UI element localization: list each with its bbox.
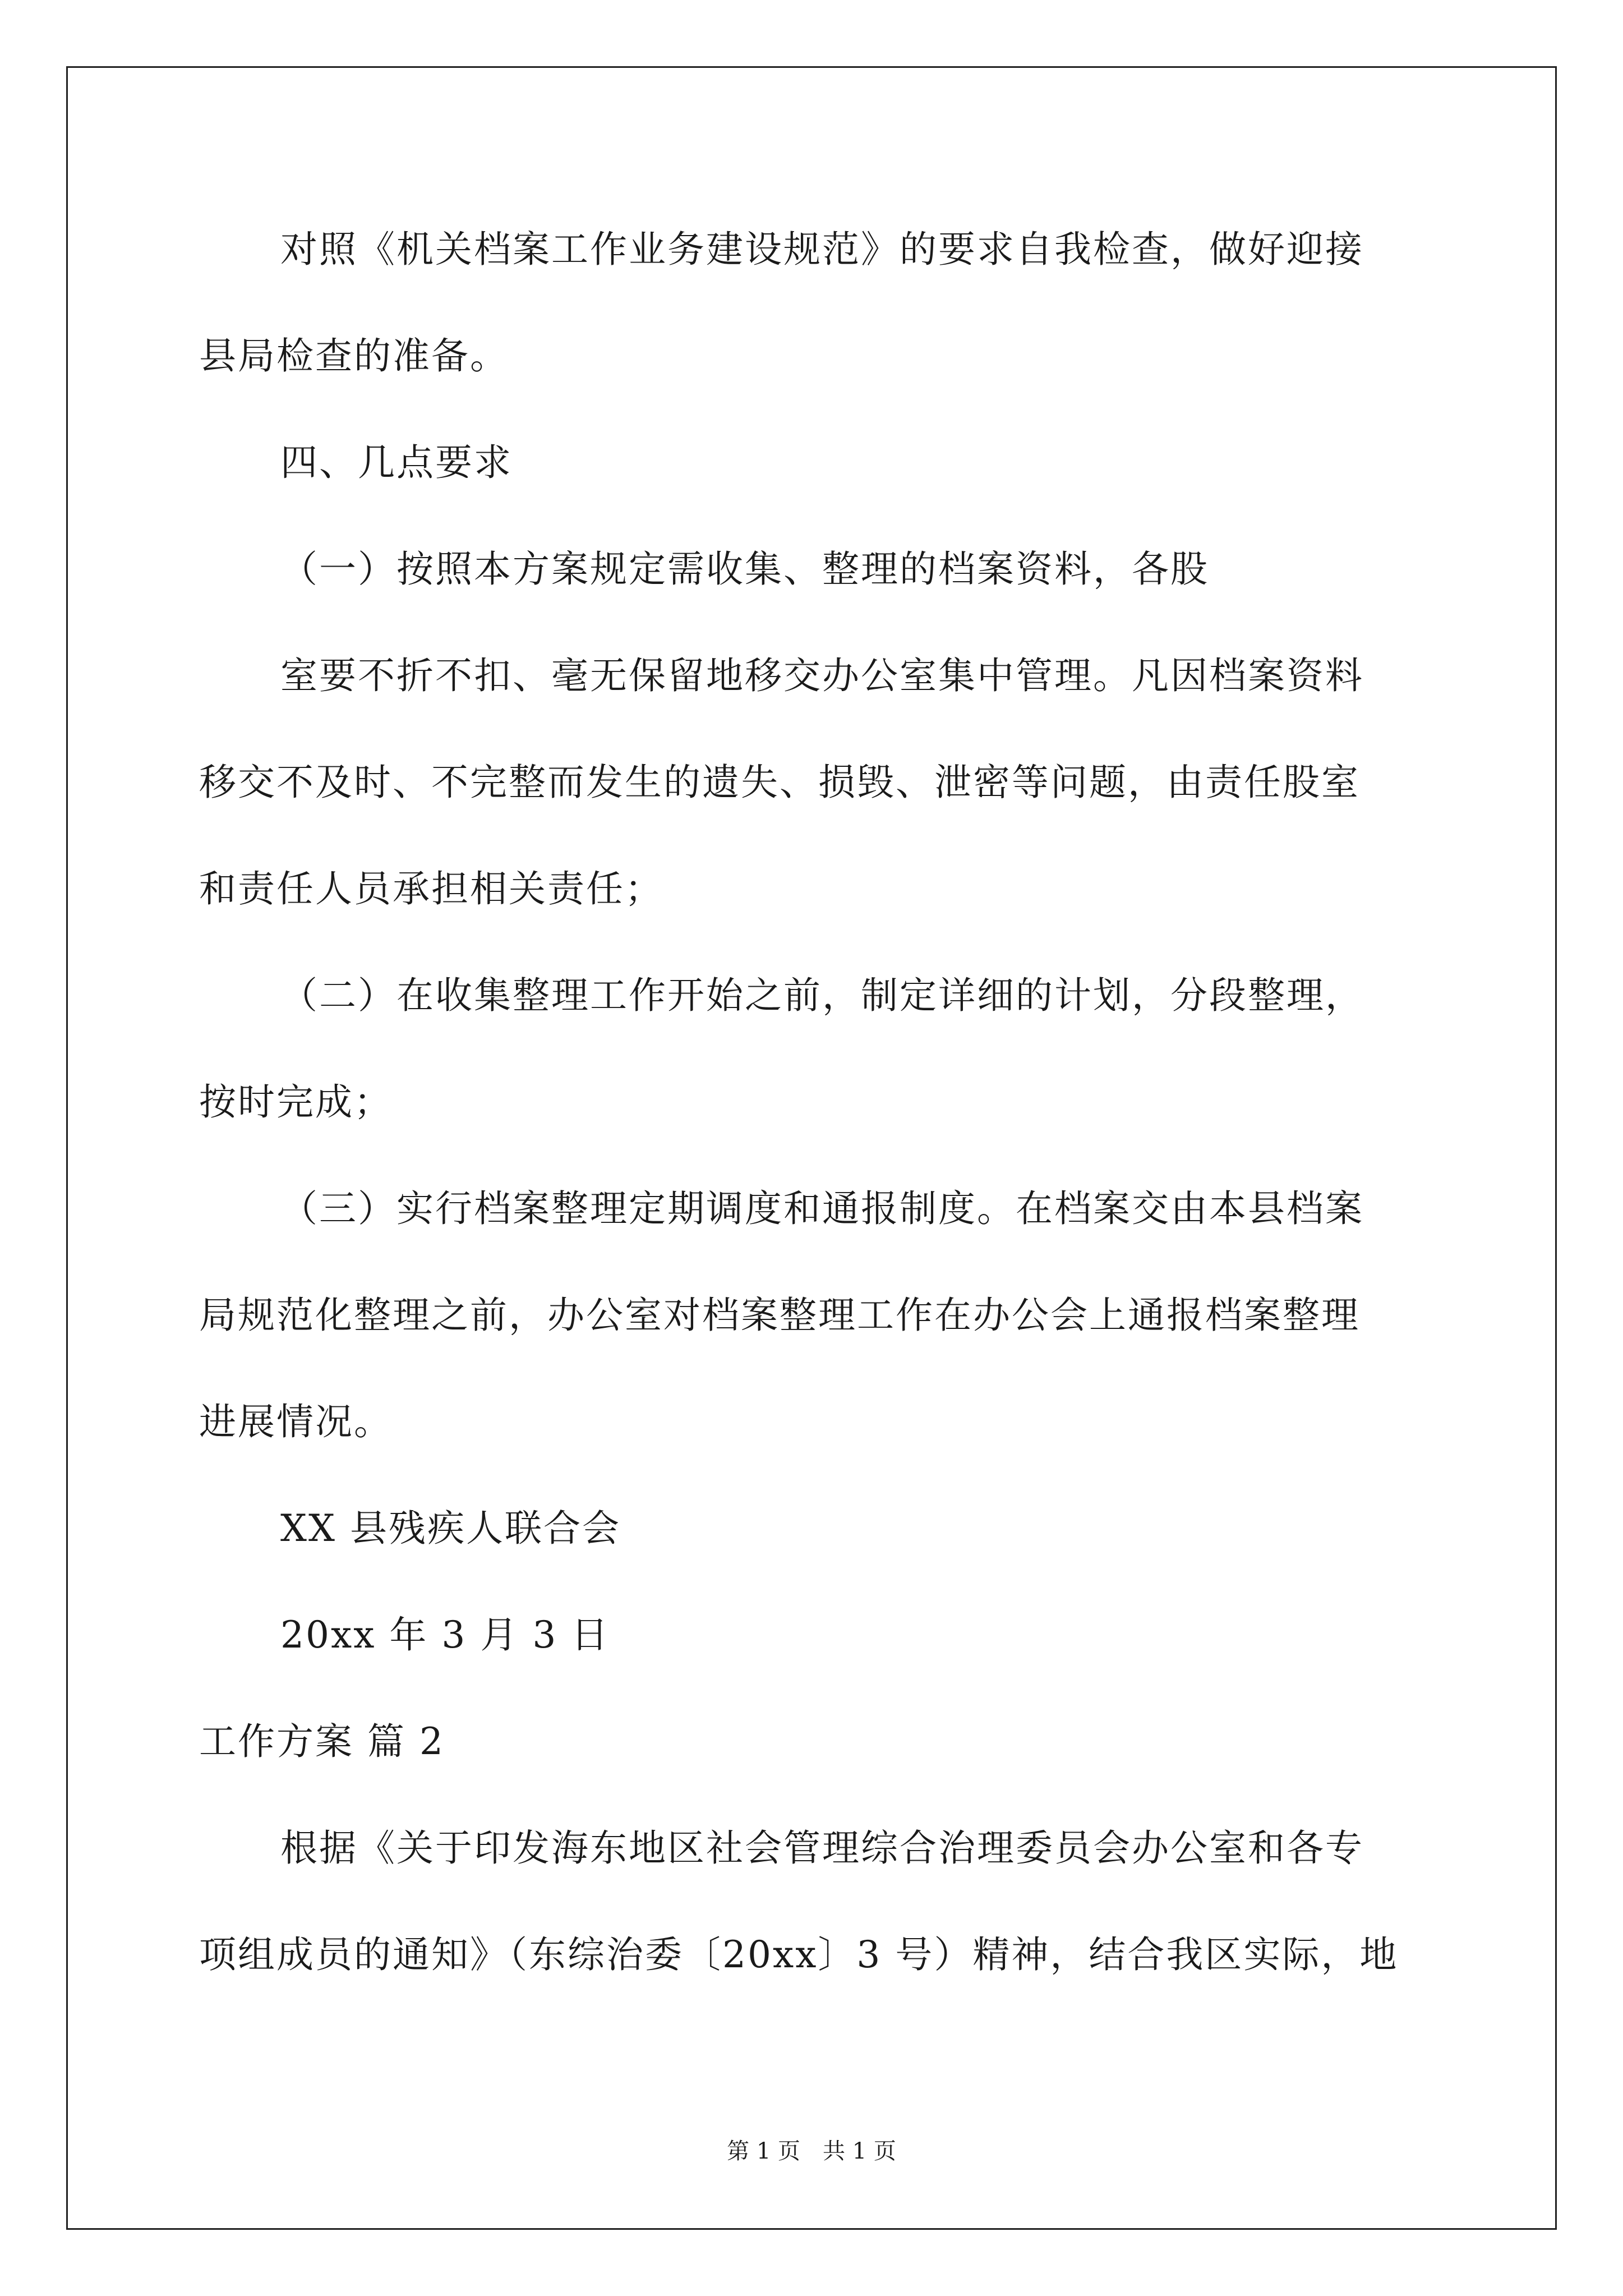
body-line: 移交不及时、不完整而发生的遗失、损毁、泄密等问题，由责任股室 [199,761,1360,804]
body-line: 室要不折不扣、毫无保留地移交办公室集中管理。凡因档案资料 [280,654,1364,697]
body-line: 项组成员的通知》（东综治委〔20xx〕3 号）精神，结合我区实际，地 [199,1933,1399,1976]
body-line: 局规范化整理之前，办公室对档案整理工作在办公会上通报档案整理 [199,1294,1360,1337]
page-number: 第 1 页 [727,2138,800,2164]
body-line: （三）实行档案整理定期调度和通报制度。在档案交由本县档案 [280,1187,1364,1230]
body-line: 进展情况。 [199,1400,393,1443]
section-heading: 四、几点要求 [280,441,513,484]
page-border [66,66,1557,2230]
body-line: 县局检查的准备。 [199,334,509,378]
body-line: 和责任人员承担相关责任； [199,867,663,910]
body-line: 按时完成； [199,1080,393,1124]
body-line: （一）按照本方案规定需收集、整理的档案资料，各股 [280,547,1209,591]
body-line: 根据《关于印发海东地区社会管理综合治理委员会办公室和各专 [280,1826,1364,1870]
page-footer [0,2134,1623,2168]
signature-organization: XX 县残疾人联合会 [280,1507,621,1550]
page-total: 共 1 页 [823,2138,896,2164]
signature-date: 20xx 年 3 月 3 日 [280,1613,610,1657]
body-line: （二）在收集整理工作开始之前，制定详细的计划，分段整理， [280,974,1364,1017]
body-line: 对照《机关档案工作业务建设规范》的要求自我检查，做好迎接 [280,228,1364,271]
section-title: 工作方案 篇 2 [199,1720,445,1763]
